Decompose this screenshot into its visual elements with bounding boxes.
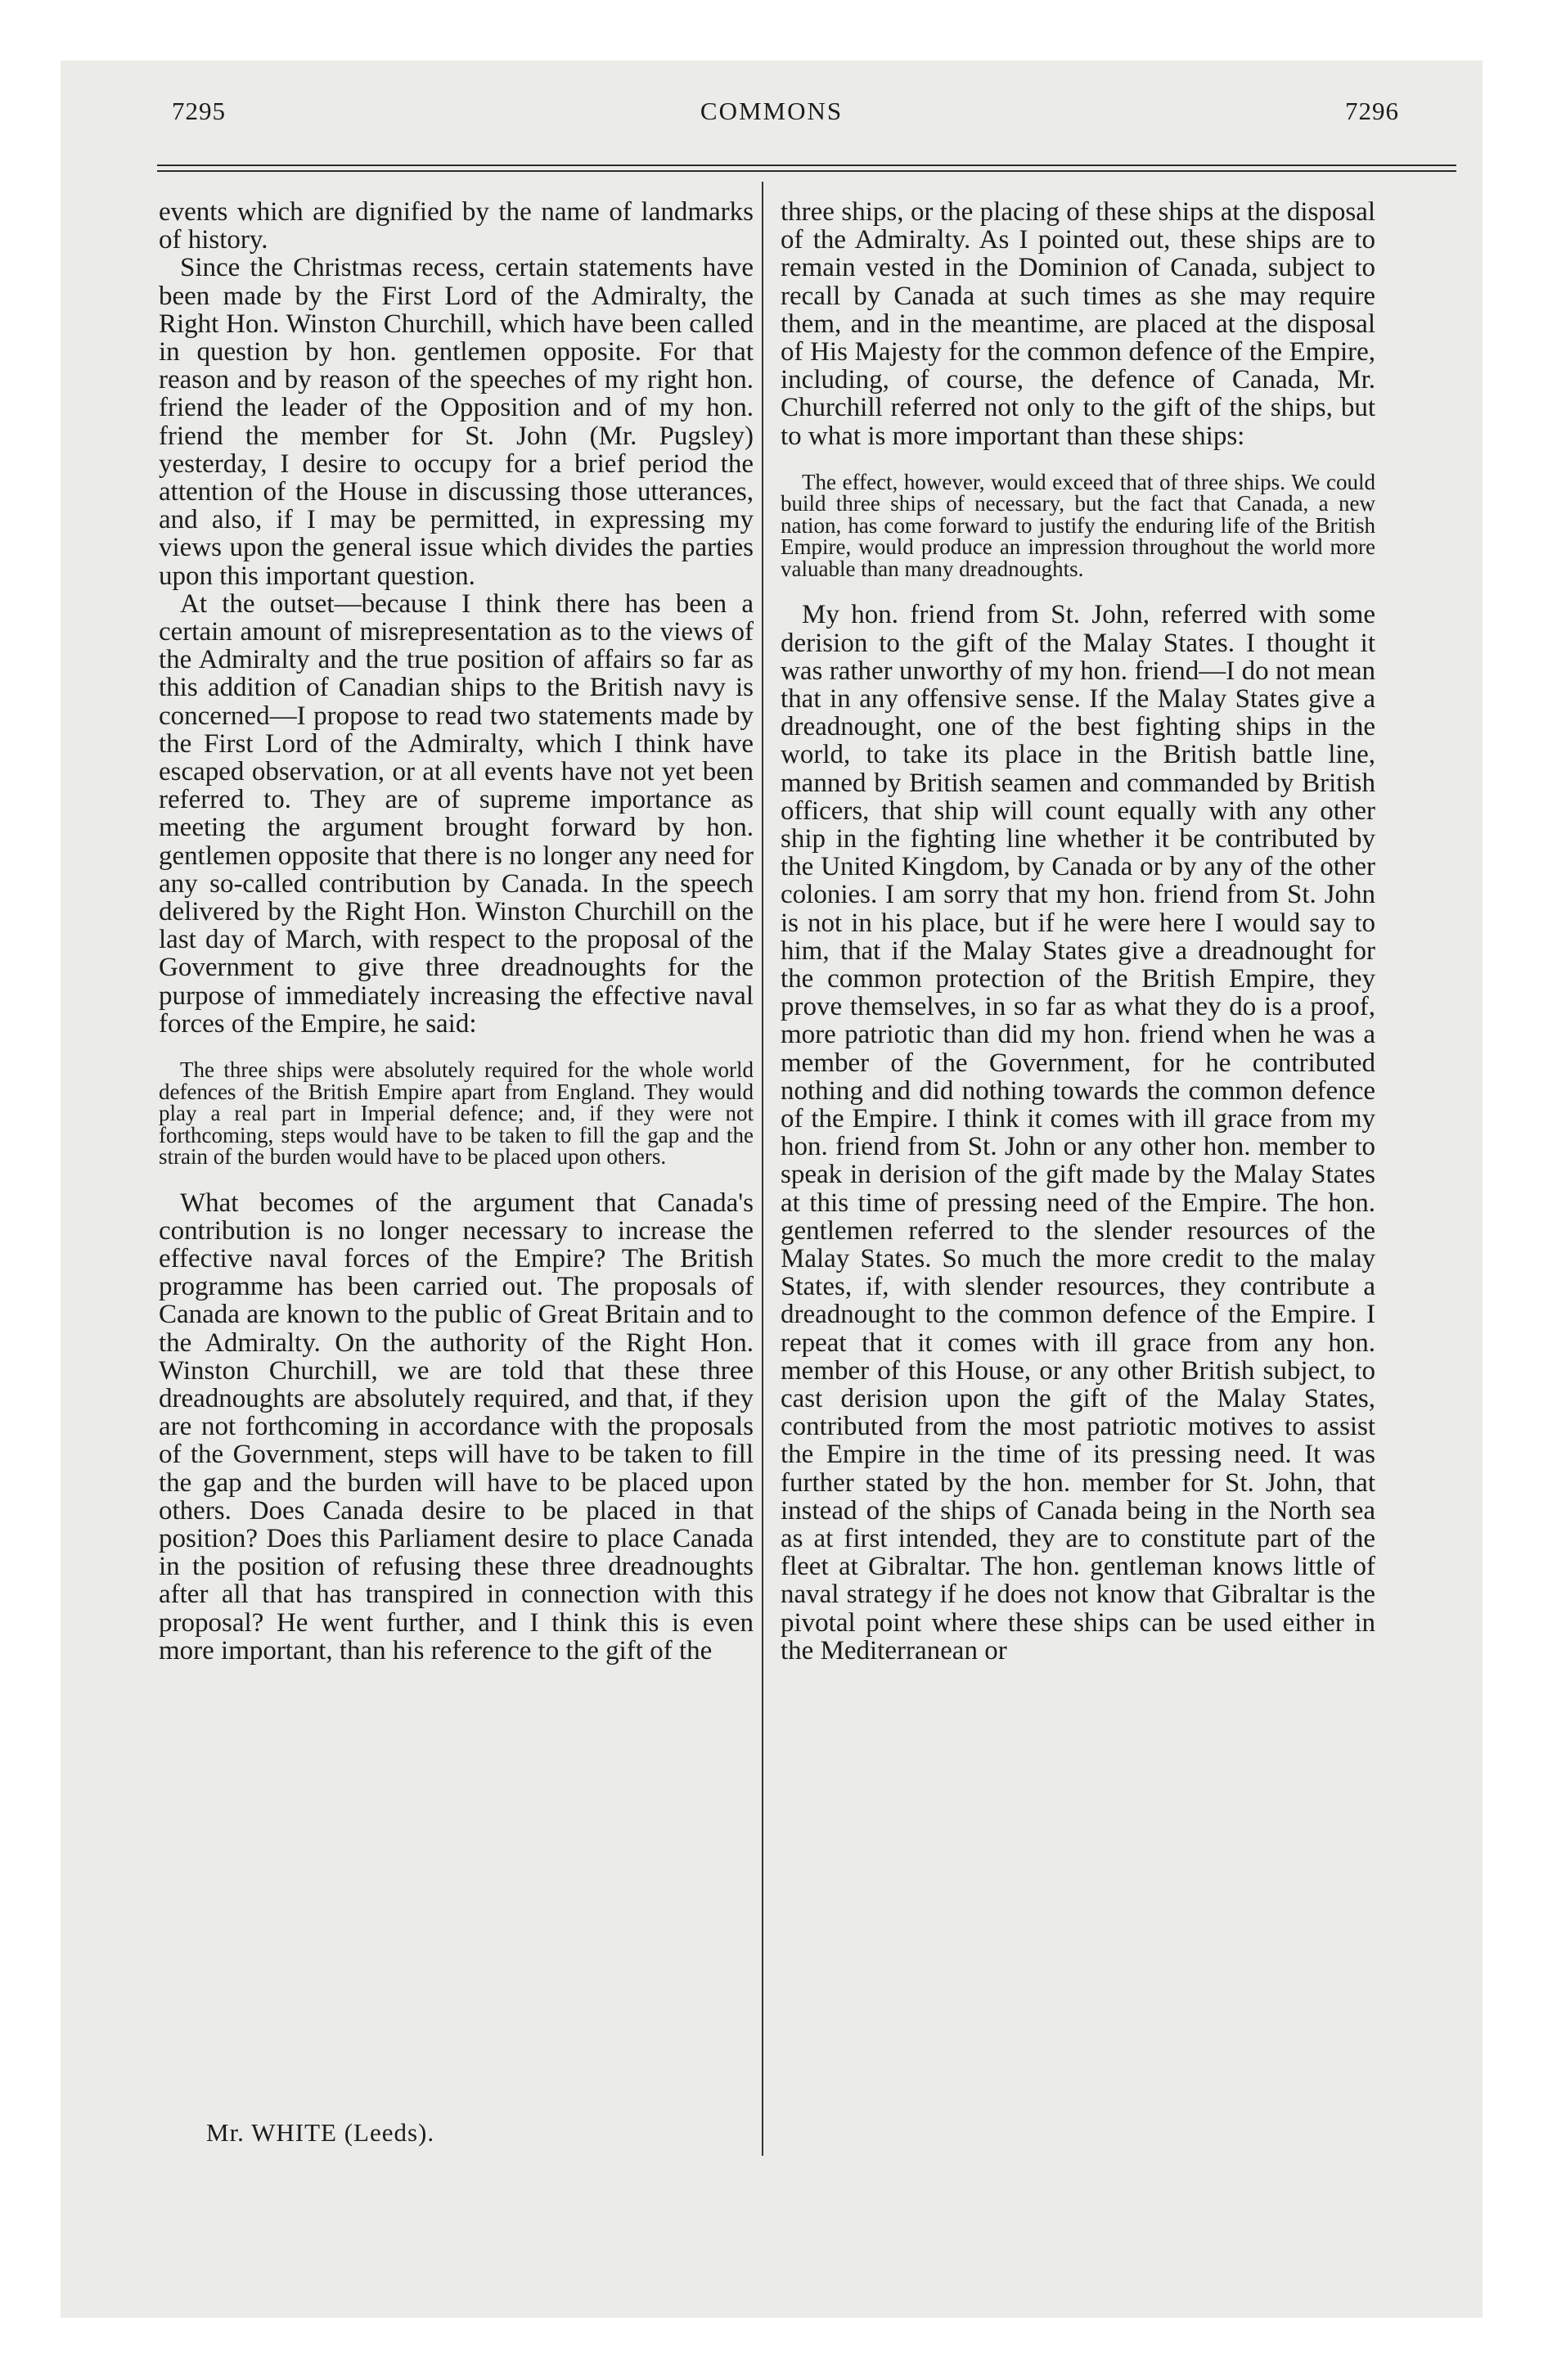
left-page-number: 7295 — [172, 97, 226, 125]
right-quotation: The effect, however, would exceed that of three ships. We could build three ships of necessary, but the fact that Canada, a new nation, has come forward to justify the enduring life of the British Empire, would produce an impression throughout the world more valuable than many dreadnoughts. — [781, 469, 1375, 581]
right-paragraph-1: three ships, or the placing of these ships at the disposal of the Admiralty. As I pointed out, these ships are to remain vested in the Dominion of Canada, subject to recall by Canada at such times as she may require them, and in the meantime, are placed at the disposal of His Majesty for the common defence of the Empire, including, of course, the defence of Canada, Mr. Churchill referred not only to the gift of the ships, but to what is more important than these ships: — [781, 197, 1375, 451]
left-paragraph-3: At the outset—because I think there has been a certain amount of misrepresentation as to the views of the Admiralty and the true position of affairs so far as this addition of Canadian ships to the British navy is concerned—I propose to read two statements made by the First Lord of the Admiralty, which I think have escaped observation, or at all events have not yet been referred to. They are of supreme importance as meeting the argument brought forward by hon. gentlemen opposite that there is no longer any need for any so-called contribution by Canada. In the speech delivered by the Right Hon. Winston Churchill on the last day of March, with respect to the proposal of the Government to give three dreadnoughts for the purpose of immediately increasing the effective naval forces of the Empire, he said: — [159, 588, 754, 1039]
column-divider — [762, 182, 763, 2156]
left-paragraph-1: events which are dignified by the name of landmarks of history. — [159, 197, 754, 255]
hansard-page — [61, 61, 1483, 2318]
right-page-number: 7296 — [1345, 97, 1399, 125]
running-title: COMMONS — [700, 97, 844, 125]
right-paragraph-2: My hon. friend from St. John, referred with some derision to the gift of the Malay States. I thought it was rather unworthy of my hon. friend—I do not mean that in any offensive sense. If the Malay States give a dreadnought, one of the best fighting ships in the world, to take its place in the British battle line, manned by British seamen and commanded by British officers, that ship will count equally with any other ship in the fighting line whether it be contributed by the United Kingdom, by Canada or by any of the other colonies. I am sorry that my hon. friend from St. John is not in his place, but if he were here I would say to him, that if the Malay States give a dreadnought for the common protection of the British Empire, they prove themselves, in so far as what they do is a proof, more patriotic than did my hon. friend when he was a member of the Government, for he contributed nothing and did nothing towards the common defence of the Empire. I think it comes with ill grace from my hon. friend from St. John or any other hon. member to speak in derision of the gift made by the Malay States at this time of pressing need of the Empire. The hon. gentlemen referred to the slender resources of the Malay States. So much the more credit to the malay States, if, with slender resources, they contribute a dreadnought to the common defence of the Empire. I repeat that it comes with ill grace from any hon. member of this House, or any other British subject, to cast derision upon the gift of the Malay States, contributed from the most patriotic motives to assist the Empire in the time of its pressing need. It was further stated by the hon. member for St. John, that instead of the ships of Canada being in the North sea as at first intended, they are to constitute part of the fleet at Gibraltar. The hon. gentleman knows little of naval strategy if he does not know that Gibraltar is the pivotal point where these ships can be used either in the Mediterranean or — [781, 600, 1375, 1666]
left-paragraph-2: Since the Christmas recess, certain statements have been made by the First Lord of the Admiralty, the Right Hon. Winston Churchill, which have been called in question by hon. gentlemen opposite. For that reason and by reason of the speeches of my right hon. friend the leader of the Opposition and of my hon. friend the member for St. John (Mr. Pugsley) yesterday, I desire to occupy for a brief period the attention of the House in discussing those utterances, and also, if I may be permitted, in expressing my views upon the general issue which divides the parties upon this important question. — [159, 253, 754, 591]
header-rule-top — [157, 165, 1456, 166]
header-rule-bottom — [157, 170, 1456, 172]
left-quotation: The three ships were absolutely required for the whole world defences of the British Empire apart from England. They would play a real part in Imperial defence; and, if they were not forthcoming, steps would have to be taken to fill the gap and the strain of the burden would have to be placed upon others. — [159, 1057, 754, 1170]
right-column — [781, 198, 1375, 1665]
left-paragraph-4: What becomes of the argument that Canada's contribution is no longer necessary to increase the effective naval forces of the Empire? The British programme has been carried out. The proposals of Canada are known to the public of Great Britain and to the Admiralty. On the authority of the Right Hon. Winston Churchill, we are told that these three dreadnoughts are absolutely required, and that, if they are not forthcoming in accordance with the proposals of the Government, steps will have to be taken to fill the gap and the burden will have to be placed upon others. Does Canada desire to be placed in that position? Does this Parliament desire to place Canada in the position of refusing these three dreadnoughts after all that has transpired in connection with this proposal? He went further, and I think this is even more important, than his reference to the gift of the — [159, 1188, 754, 1666]
speaker-footer: Mr. WHITE (Leeds). — [206, 2118, 435, 2147]
left-column — [159, 198, 754, 1665]
